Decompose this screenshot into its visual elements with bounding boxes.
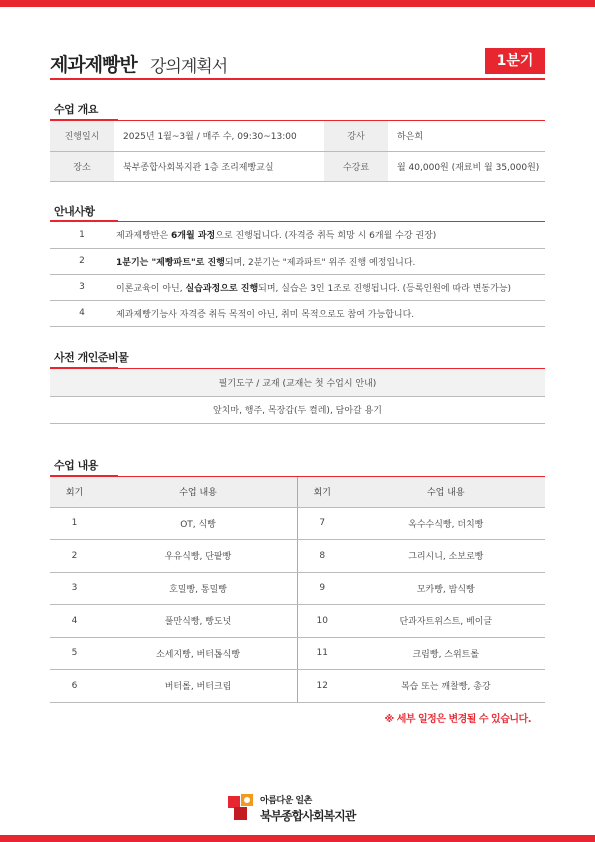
session-content: 그리시니, 소보로빵 bbox=[347, 540, 545, 573]
note-number: 3 bbox=[50, 274, 114, 300]
session-content: 모카빵, 밤식빵 bbox=[347, 572, 545, 605]
note-number: 4 bbox=[50, 300, 114, 326]
overview-table bbox=[50, 121, 545, 182]
schedule-change-notice: ※ 세부 일정은 변경될 수 있습니다. bbox=[384, 714, 531, 725]
prep-item: 필기도구 / 교재 (교재는 첫 수업시 안내) bbox=[50, 369, 545, 396]
session-content: 크림빵, 스위트롤 bbox=[347, 637, 545, 670]
page-subtitle: 강의계획서 bbox=[150, 57, 228, 77]
fee-label: 수강료 bbox=[324, 151, 388, 181]
session-number: 4 bbox=[50, 605, 99, 638]
fee-value: 월 40,000원 (재료비 월 35,000원) bbox=[388, 151, 545, 181]
note-text: 1분기는 "제빵파트"로 진행되며, 2분기는 "제과파트" 위주 진행 예정입니다. bbox=[114, 248, 545, 274]
session-content: 우유식빵, 단팥빵 bbox=[99, 540, 297, 573]
bottom-accent-bar bbox=[0, 835, 595, 842]
session-number: 1 bbox=[50, 507, 99, 540]
period-label: 진행일시 bbox=[50, 121, 114, 151]
note-number: 1 bbox=[50, 222, 114, 248]
table-row bbox=[50, 121, 545, 151]
section-title-prep: 사전 개인준비물 bbox=[54, 351, 129, 364]
session-number: 6 bbox=[50, 670, 99, 703]
session-number: 9 bbox=[297, 572, 346, 605]
session-content: 호밀빵, 통밀빵 bbox=[99, 572, 297, 605]
curriculum-table bbox=[50, 477, 545, 703]
column-header-session: 회기 bbox=[297, 477, 346, 507]
session-content: OT, 식빵 bbox=[99, 507, 297, 540]
section-title-notes: 안내사항 bbox=[54, 205, 95, 218]
header-divider bbox=[50, 78, 545, 80]
table-row bbox=[50, 605, 545, 638]
prep-item: 앞치마, 행주, 목장갑(두 켤레), 담아갈 용기 bbox=[50, 396, 545, 423]
session-content: 복습 또는 깨찰빵, 총강 bbox=[347, 670, 545, 703]
table-row bbox=[50, 637, 545, 670]
prep-table bbox=[50, 369, 545, 424]
list-item bbox=[50, 222, 545, 248]
note-number: 2 bbox=[50, 248, 114, 274]
session-number: 3 bbox=[50, 572, 99, 605]
session-number: 5 bbox=[50, 637, 99, 670]
instructor-value: 하은희 bbox=[388, 121, 545, 151]
place-value: 북부종합사회복지관 1층 조리제빵교실 bbox=[114, 151, 324, 181]
column-header-content: 수업 내용 bbox=[99, 477, 297, 507]
place-label: 장소 bbox=[50, 151, 114, 181]
column-header-content: 수업 내용 bbox=[347, 477, 545, 507]
session-content: 풀만식빵, 빵도넛 bbox=[99, 605, 297, 638]
quarter-badge: 1분기 bbox=[485, 48, 545, 74]
session-number: 7 bbox=[297, 507, 346, 540]
column-header-session: 회기 bbox=[50, 477, 99, 507]
session-number: 12 bbox=[297, 670, 346, 703]
section-title-curriculum: 수업 내용 bbox=[54, 459, 98, 472]
table-row bbox=[50, 151, 545, 181]
session-content: 단과자트위스트, 베이글 bbox=[347, 605, 545, 638]
session-content: 옥수수식빵, 더치빵 bbox=[347, 507, 545, 540]
table-row bbox=[50, 540, 545, 573]
list-item bbox=[50, 369, 545, 396]
notes-table bbox=[50, 222, 545, 327]
session-content: 소세지빵, 버터톱식빵 bbox=[99, 637, 297, 670]
table-row bbox=[50, 670, 545, 703]
instructor-label: 강사 bbox=[324, 121, 388, 151]
list-item bbox=[50, 274, 545, 300]
organization-logo-icon bbox=[226, 792, 256, 822]
page-title: 제과제빵반 bbox=[50, 54, 137, 76]
session-content: 버터롤, 버터크림 bbox=[99, 670, 297, 703]
table-row bbox=[50, 507, 545, 540]
table-header-row bbox=[50, 477, 545, 507]
list-item bbox=[50, 248, 545, 274]
section-title-overview: 수업 개요 bbox=[54, 103, 98, 116]
note-text: 이론교육이 아닌, 실습과정으로 진행되며, 실습은 3인 1조로 진행됩니다. (등록인원에 따라 변동가능) bbox=[114, 274, 545, 300]
footer-logo bbox=[226, 789, 376, 827]
list-item bbox=[50, 396, 545, 423]
period-value: 2025년 1월~3월 / 매주 수, 09:30~13:00 bbox=[114, 121, 324, 151]
organization-name: 북부종합사회복지관 bbox=[260, 809, 356, 823]
session-number: 10 bbox=[297, 605, 346, 638]
table-row bbox=[50, 572, 545, 605]
session-number: 2 bbox=[50, 540, 99, 573]
organization-slogan: 아름다운 일촌 bbox=[260, 796, 312, 806]
note-text: 제과제빵기능사 자격증 취득 목적이 아닌, 취미 목적으로도 참여 가능합니다. bbox=[114, 300, 545, 326]
session-number: 8 bbox=[297, 540, 346, 573]
session-number: 11 bbox=[297, 637, 346, 670]
document-header bbox=[50, 48, 545, 78]
note-text: 제과제빵반은 6개월 과정으로 진행됩니다. (자격증 취득 희망 시 6개월 수강 권장) bbox=[114, 222, 545, 248]
list-item bbox=[50, 300, 545, 326]
top-accent-bar bbox=[0, 0, 595, 7]
